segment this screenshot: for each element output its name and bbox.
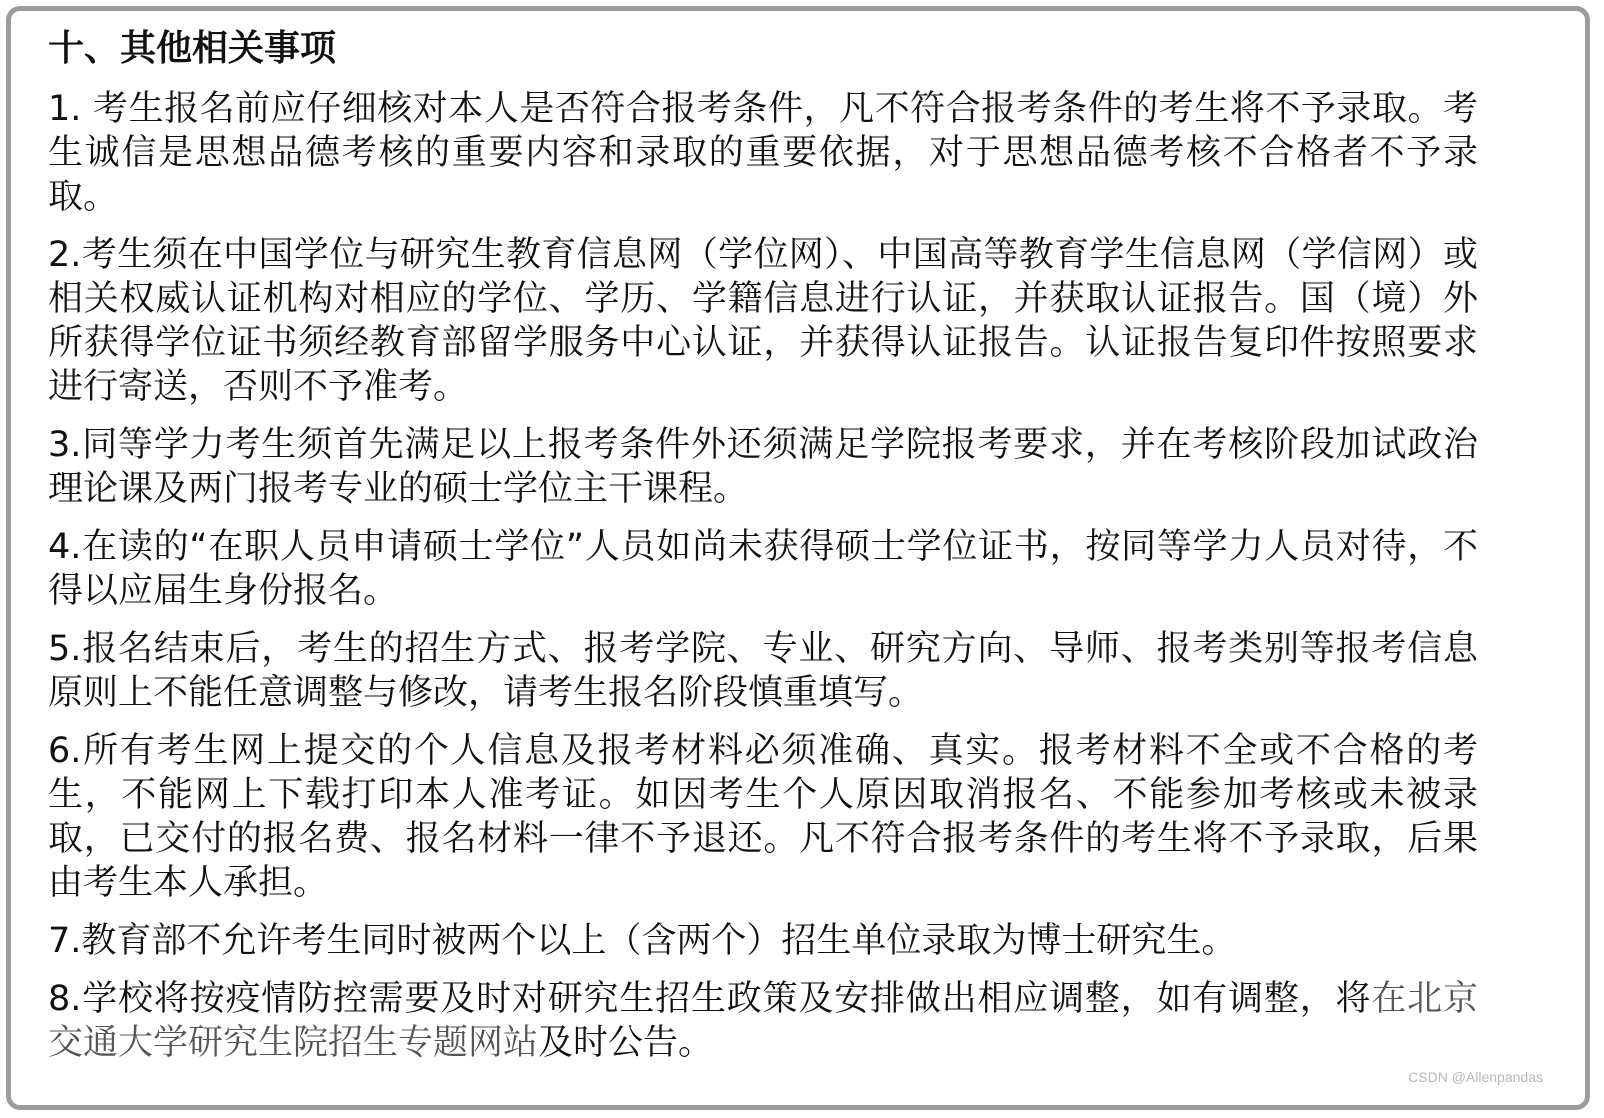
section-heading: 十、其他相关事项 bbox=[48, 28, 337, 69]
paragraph-4: 4.在读的“在职人员申请硕士学位”人员如尚未获得硕士学位证书，按同等学力人员对待，不得以应届生身份报名。 bbox=[48, 527, 1478, 611]
paragraph-7: 7.教育部不允许考生同时被两个以上（含两个）招生单位录取为博士研究生。 bbox=[48, 921, 1237, 961]
paragraph-1: 1. 考生报名前应仔细核对本人是否符合报考条件，凡不符合报考条件的考生将不予录取。考生诚信是思想品德考核的重要内容和录取的重要依据，对于思想品德考核不合格者不予录取。 bbox=[48, 89, 1478, 217]
paragraph-6: 6.所有考生网上提交的个人信息及报考材料必须准确、真实。报考材料不全或不合格的考生，不能网上下载打印本人准考证。如因考生个人原因取消报名、不能参加考核或未被录取，已交付的报名费、报名材料一律不予退还。凡不符合报考条件的考生将不予录取，后果由考生本人承担。 bbox=[48, 731, 1478, 903]
paragraph-8-text-start: 8.学校将按疫情防控需要及时对研究生招生政策及安排做出相应调整，如有调整，将 bbox=[48, 979, 1372, 1019]
watermark: CSDN @Allenpandas bbox=[1408, 1069, 1543, 1085]
graduate-school-website-link[interactable]: 在北京交通大学研究生院招生专题网站 bbox=[48, 979, 1478, 1063]
paragraph-2: 2.考生须在中国学位与研究生教育信息网（学位网）、中国高等教育学生信息网（学信网）或相关权威认证机构对相应的学位、学历、学籍信息进行认证，并获取认证报告。国（境）外所获得学位证书须经教育部留学服务中心认证，并获得认证报告。认证报告复印件按照要求进行寄送，否则不予准考。 bbox=[48, 235, 1478, 407]
paragraph-8 bbox=[48, 977, 1478, 1065]
paragraph-5: 5.报名结束后，考生的招生方式、报考学院、专业、研究方向、导师、报考类别等报考信息原则上不能任意调整与修改，请考生报名阶段慎重填写。 bbox=[48, 629, 1478, 713]
paragraph-3: 3.同等学力考生须首先满足以上报考条件外还须满足学院报考要求，并在考核阶段加试政治理论课及两门报考专业的硕士学位主干课程。 bbox=[48, 425, 1478, 509]
paragraph-8-text-end: 及时公告。 bbox=[538, 1023, 714, 1063]
document-content bbox=[48, 23, 1478, 1079]
document-frame bbox=[6, 6, 1590, 1110]
